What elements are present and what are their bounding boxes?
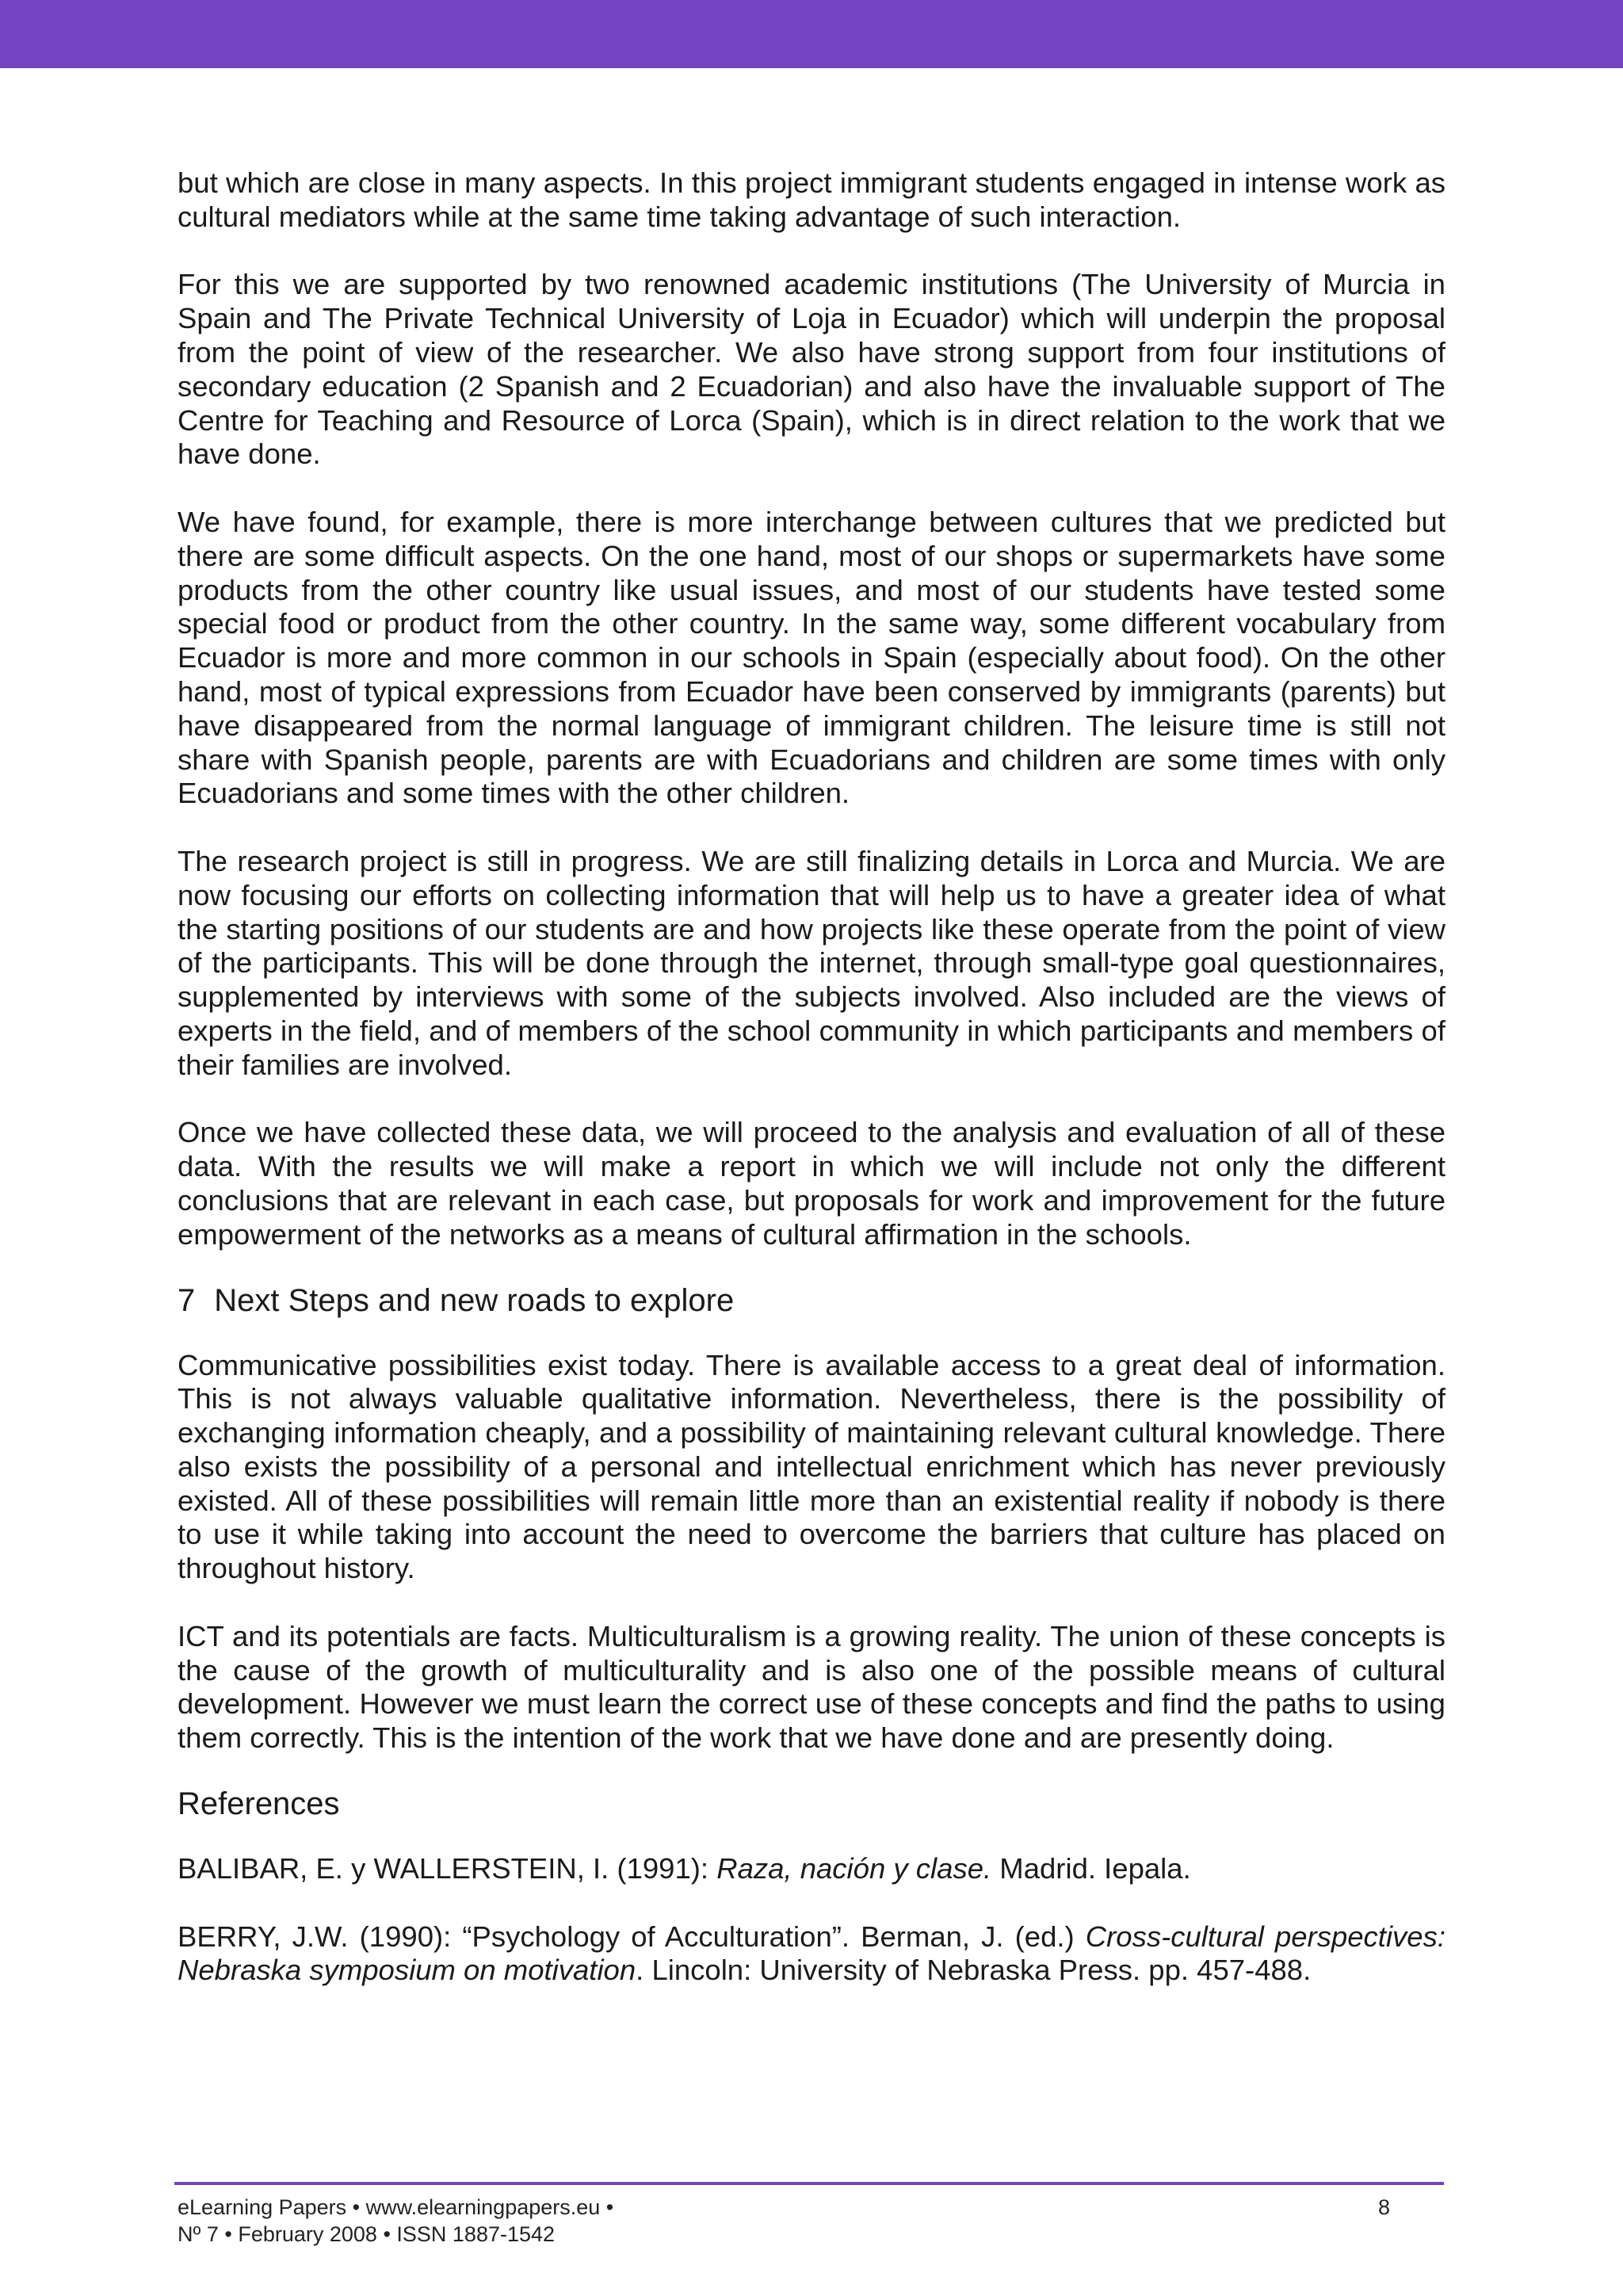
references-heading: References [178,1786,340,1822]
reference-title: Cross-cultural perspectives: Nebraska symposium on motivation [178,1920,1445,1987]
header-bar [0,0,1623,68]
paragraph: For this we are supported by two renowned academic institutions (The University of Murcia in Spain and The Private Technical University of Loja in Ecuador) which will underpin the proposal from the point of view of the researcher. We also have strong support from four institutions of secondary education (2 Spanish and 2 Ecuadorian) and also have the invaluable support of The Centre for Teaching and Resource of Lorca (Spain), which is in direct relation to the work that we have done. [178,268,1445,471]
paragraph: We have found, for example, there is more interchange between cultures that we predicted but there are some difficult aspects. On the one hand, most of our shops or supermarkets have some products from the other country like usual issues, and most of our students have tested some special food or product from the other country. In the same way, some different vocabulary from Ecuador is more and more common in our schools in Spain (especially about food). On the other hand, most of typical expressions from Ecuador have been conserved by immigrants (parents) but have disappeared from the normal language of immigrant children. The leisure time is still not share with Spanish people, parents are with Ecuadorians and children are some times with only Ecuadorians and some times with the other children. [178,505,1445,810]
reference-item [178,1852,1445,1886]
paragraph: Communicative possibilities exist today. There is available access to a great deal of information. This is not always valuable qualitative information. Nevertheless, there is the possibility of exchanging information cheaply, and a possibility of maintaining relevant cultural knowledge. There also exists the possibility of a personal and intellectual enrichment which has never previously existed. All of these possibilities will remain little more than an existential reality if nobody is there to use it while taking into account the need to overcome the barriers that culture has placed on throughout history. [178,1348,1445,1585]
page-number: 8 [1377,2195,1390,2219]
footer [178,2194,1445,2248]
reference-text: BALIBAR, E. y WALLERSTEIN, I. (1991): [178,1852,717,1885]
footer-line-1: eLearning Papers • www.elearningpapers.eu • [178,2195,614,2219]
section-heading [178,1282,1445,1319]
reference-item [178,1920,1445,1988]
paragraph: ICT and its potentials are facts. Multiculturalism is a growing reality. The union of these concepts is the cause of the growth of multiculturality and is also one of the possible means of cultural development. However we must learn the correct use of these concepts and find the paths to using them correctly. This is the intention of the work that we have done and are presently doing. [178,1619,1445,1755]
paragraph: Once we have collected these data, we will proceed to the analysis and evaluation of all of these data. With the results we will make a report in which we will include not only the different conclusions that are relevant in each case, but proposals for work and improvement for the future empowerment of the networks as a means of cultural affirmation in the schools. [178,1116,1445,1251]
reference-text: Madrid. Iepala. [991,1852,1191,1885]
page-body [178,166,1445,2022]
reference-text: . Lincoln: University of Nebraska Press. pp. 457-488. [636,1954,1312,1987]
reference-text: BERRY, J.W. (1990): “Psychology of Acculturation”. Berman, J. (ed.) [178,1920,1086,1953]
paragraph: but which are close in many aspects. In this project immigrant students engaged in intense work as cultural mediators while at the same time taking advantage of such interaction. [178,166,1445,233]
footer-line-2: Nº 7 • February 2008 • ISSN 1887-1542 [178,2222,556,2246]
section-title: Next Steps and new roads to explore [214,1282,735,1318]
reference-title: Raza, nación y clase. [716,1852,992,1885]
paragraph: The research project is still in progress. We are still finalizing details in Lorca and Murcia. We are now focusing our efforts on collecting information that will help us to have a greater idea of what the starting positions of our students are and how projects like these operate from the point of view of the participants. This will be done through the internet, through small-type goal questionnaires, supplemented by interviews with some of the subjects involved. Also included are the views of experts in the field, and of members of the school community in which participants and members of their families are involved. [178,844,1445,1081]
footer-divider [174,2182,1444,2185]
section-number: 7 [178,1282,196,1318]
